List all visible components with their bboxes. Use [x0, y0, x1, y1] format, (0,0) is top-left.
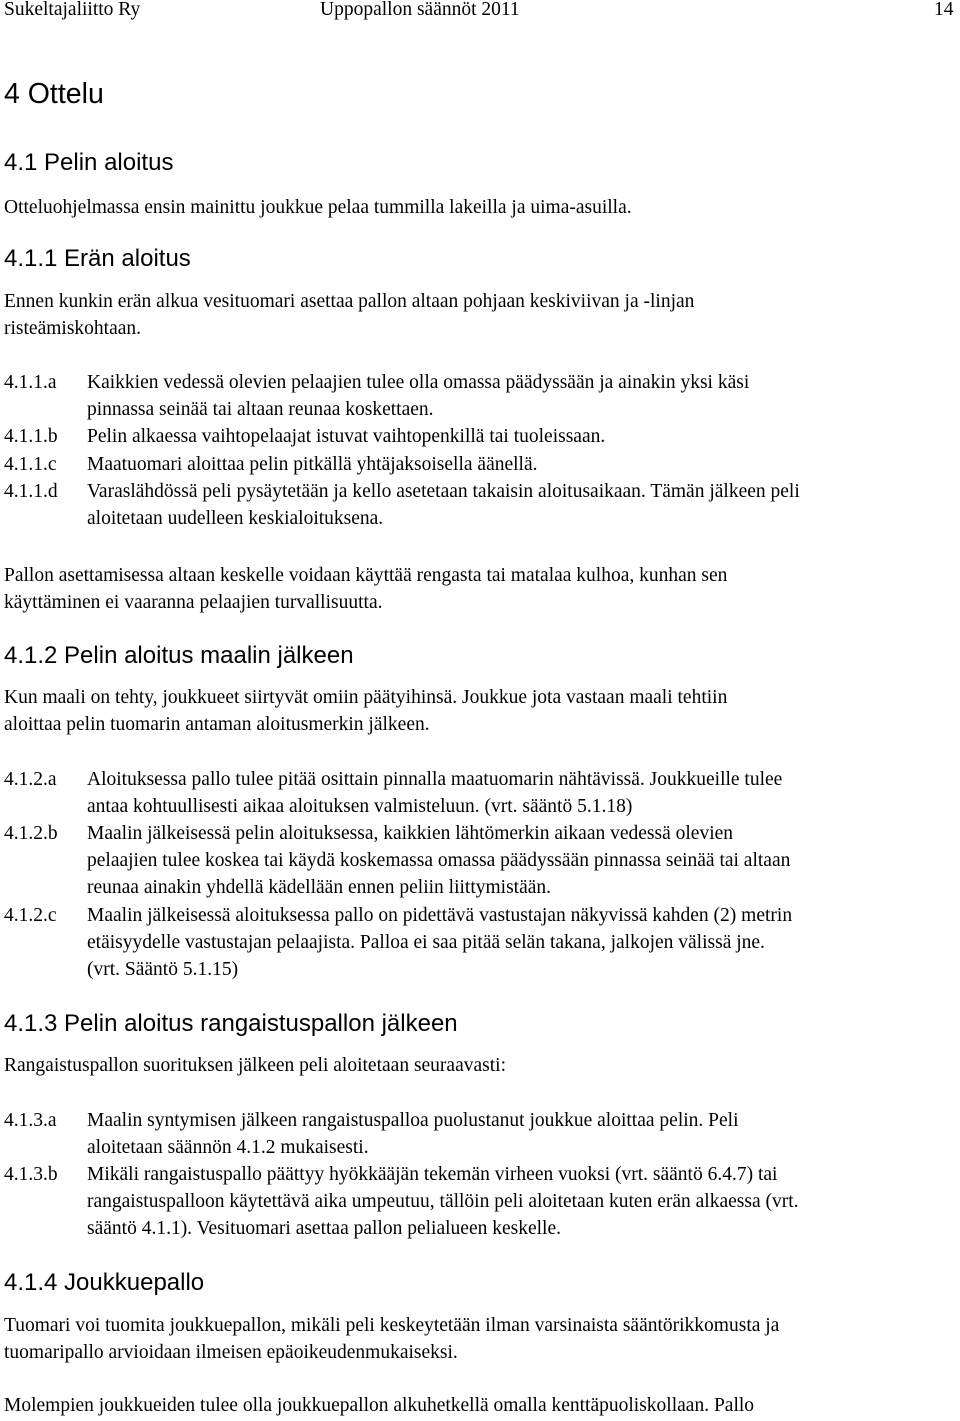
section-heading-4-1-1: 4.1.1 Erän aloitus	[4, 245, 191, 272]
item-number: 4.1.1.b	[4, 426, 58, 447]
item-text: Maatuomari aloittaa pelin pitkällä yhtäjaksoisella äänellä.	[87, 454, 538, 475]
item-line: etäisyydelle vastustajan pelaajista. Palloa ei saa pitää selän takana, jalkojen välissä jne.	[87, 932, 765, 953]
item-number: 4.1.1.c	[4, 454, 57, 475]
item-text	[87, 902, 792, 983]
chapter-heading: 4 Ottelu	[4, 78, 104, 110]
paragraph	[4, 288, 694, 342]
section-heading-4-1-4: 4.1.4 Joukkuepallo	[4, 1269, 205, 1296]
paragraph-line: käyttäminen ei vaaranna pelaajien turvallisuutta.	[4, 592, 383, 613]
paragraph	[4, 562, 727, 616]
section-heading-4-1-3: 4.1.3 Pelin aloitus rangaistuspallon jälkeen	[4, 1010, 458, 1037]
item-text	[87, 478, 800, 532]
paragraph: Rangaistuspallon suorituksen jälkeen peli aloitetaan seuraavasti:	[4, 1055, 506, 1076]
section-heading-4-1: 4.1 Pelin aloitus	[4, 149, 174, 176]
item-line: reunaa ainakin yhdellä kädellään ennen peliin liittymistään.	[87, 877, 552, 898]
paragraph-line: tuomaripallo arvioidaan ilmeisen epäoikeudenmukaiseksi.	[4, 1342, 458, 1363]
item-line: pinnassa seinää tai altaan reunaa koskettaen.	[87, 399, 434, 420]
paragraph	[4, 1312, 779, 1366]
header-doc-title: Uppopallon säännöt 2011	[320, 0, 520, 20]
paragraph: Molempien joukkueiden tulee olla joukkuepallon alkuhetkellä omalla kenttäpuoliskollaan. Pallo	[4, 1395, 755, 1416]
paragraph	[4, 684, 727, 738]
item-line: antaa kohtuullisesti aikaa aloituksen valmisteluun. (vrt. sääntö 5.1.18)	[87, 796, 633, 817]
item-line: aloitetaan säännön 4.1.2 mukaisesti.	[87, 1137, 369, 1158]
paragraph-line: aloittaa pelin tuomarin antaman aloitusmerkin jälkeen.	[4, 714, 430, 735]
item-number: 4.1.2.a	[4, 769, 57, 790]
header-page-number: 14	[934, 0, 954, 20]
item-text	[87, 1107, 739, 1161]
item-line: Mikäli rangaistuspallo päättyy hyökkääjän tekemän virheen vuoksi (vrt. sääntö 6.4.7) tai	[87, 1164, 778, 1185]
item-line: Maalin syntymisen jälkeen rangaistuspalloa puolustanut joukkue aloittaa pelin. Peli	[87, 1110, 739, 1131]
item-line: Maalin jälkeisessä aloituksessa pallo on pidettävä vastustajan näkyvissä kahden (2) metrin	[87, 905, 793, 926]
item-line: Varaslähdössä peli pysäytetään ja kello asetetaan takaisin aloitusaikaan. Tämän jälkeen peli	[87, 481, 800, 502]
item-number: 4.1.2.c	[4, 905, 57, 926]
item-text: Pelin alkaessa vaihtopelaajat istuvat vaihtopenkillä tai tuoleissaan.	[87, 426, 606, 447]
item-line: aloitetaan uudelleen keskialoituksena.	[87, 508, 384, 529]
paragraph-line: Pallon asettamisessa altaan keskelle voidaan käyttää rengasta tai matalaa kulhoa, kunhan sen	[4, 565, 728, 586]
item-number: 4.1.3.a	[4, 1110, 57, 1131]
item-line: (vrt. Sääntö 5.1.15)	[87, 959, 239, 980]
item-number: 4.1.3.b	[4, 1164, 58, 1185]
item-number: 4.1.1.a	[4, 372, 57, 393]
item-line: pelaajien tulee koskea tai käydä koskemassa omassa päädyssään pinnassa seinää tai altaan	[87, 850, 791, 871]
paragraph-line: Kun maali on tehty, joukkueet siirtyvät omiin päätyihinsä. Joukkue jota vastaan maali tehtiin	[4, 687, 728, 708]
paragraph-line: Ennen kunkin erän alkua vesituomari asettaa pallon altaan pohjaan keskiviivan ja -linjan	[4, 291, 695, 312]
section-heading-4-1-2: 4.1.2 Pelin aloitus maalin jälkeen	[4, 642, 354, 669]
paragraph-line: risteämiskohtaan.	[4, 318, 142, 339]
item-line: Aloituksessa pallo tulee pitää osittain pinnalla maatuomarin nähtävissä. Joukkueille tulee	[87, 769, 783, 790]
item-line: Kaikkien vedessä olevien pelaajien tulee olla omassa päädyssään ja ainakin yksi käsi	[87, 372, 750, 393]
item-text	[87, 1161, 799, 1242]
item-number: 4.1.1.d	[4, 481, 58, 502]
item-text	[87, 369, 749, 423]
item-text	[87, 820, 790, 901]
item-number: 4.1.2.b	[4, 823, 58, 844]
paragraph-line: Tuomari voi tuomita joukkuepallon, mikäli peli keskeytetään ilman varsinaista sääntörikkomusta ja	[4, 1315, 780, 1336]
item-line: Maalin jälkeisessä pelin aloituksessa, kaikkien lähtömerkin aikaan vedessä olevien	[87, 823, 734, 844]
header-org: Sukeltajaliitto Ry	[4, 0, 141, 20]
item-line: sääntö 4.1.1). Vesituomari asettaa pallon pelialueen keskelle.	[87, 1218, 561, 1239]
item-text	[87, 766, 782, 820]
item-line: rangaistuspalloon käytettävä aika umpeutuu, tällöin peli aloitetaan kuten erän alkaessa (vrt.	[87, 1191, 799, 1212]
paragraph: Otteluohjelmassa ensin mainittu joukkue pelaa tummilla lakeilla ja uima-asuilla.	[4, 197, 632, 218]
